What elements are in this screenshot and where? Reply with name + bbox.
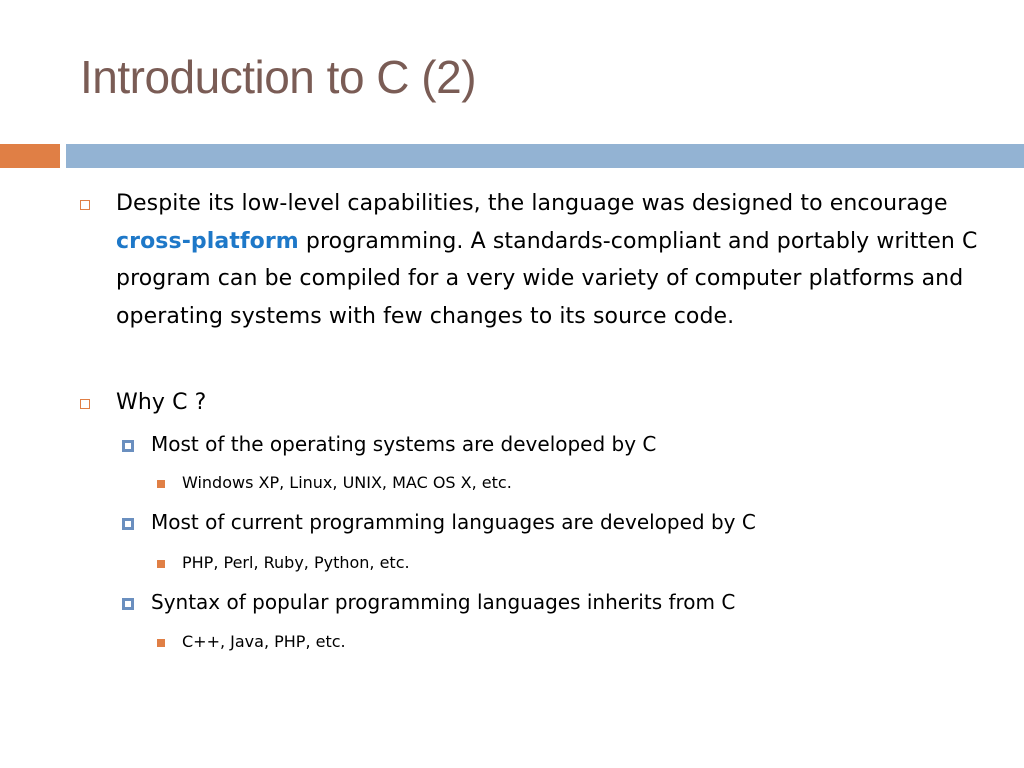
sub-sub-bullet: PHP, Perl, Ruby, Python, etc. — [182, 553, 410, 572]
sub-sub-bullet: Windows XP, Linux, UNIX, MAC OS X, etc. — [182, 473, 512, 492]
bullet-paragraph — [116, 185, 986, 335]
sub-bullet: Most of the operating systems are developed by C — [151, 432, 657, 456]
hollow-square-bullet-icon — [80, 399, 90, 409]
accent-bar-blue — [66, 144, 1024, 168]
bullet-text-after: programming. A standards-compliant and portably written C program can be compiled for a very wide variety of computer platforms and operating systems with few changes to its source code. — [116, 228, 978, 329]
filled-square-bullet-icon — [157, 480, 165, 488]
square-bullet-icon — [122, 598, 134, 610]
square-bullet-icon — [122, 518, 134, 530]
hollow-square-bullet-icon — [80, 200, 90, 210]
accent-bar-orange — [0, 144, 60, 168]
square-bullet-icon — [122, 440, 134, 452]
filled-square-bullet-icon — [157, 560, 165, 568]
bullet-text-before: Despite its low-level capabilities, the language was designed to encourage — [116, 191, 948, 216]
sub-bullet: Syntax of popular programming languages inherits from C — [151, 590, 736, 614]
sub-bullet: Most of current programming languages are developed by C — [151, 510, 756, 534]
highlight-term: cross-platform — [116, 228, 299, 254]
bullet-why-c: Why C ? — [116, 390, 207, 415]
sub-sub-bullet: C++, Java, PHP, etc. — [182, 632, 346, 651]
slide-title: Introduction to C (2) — [80, 51, 477, 103]
filled-square-bullet-icon — [157, 639, 165, 647]
